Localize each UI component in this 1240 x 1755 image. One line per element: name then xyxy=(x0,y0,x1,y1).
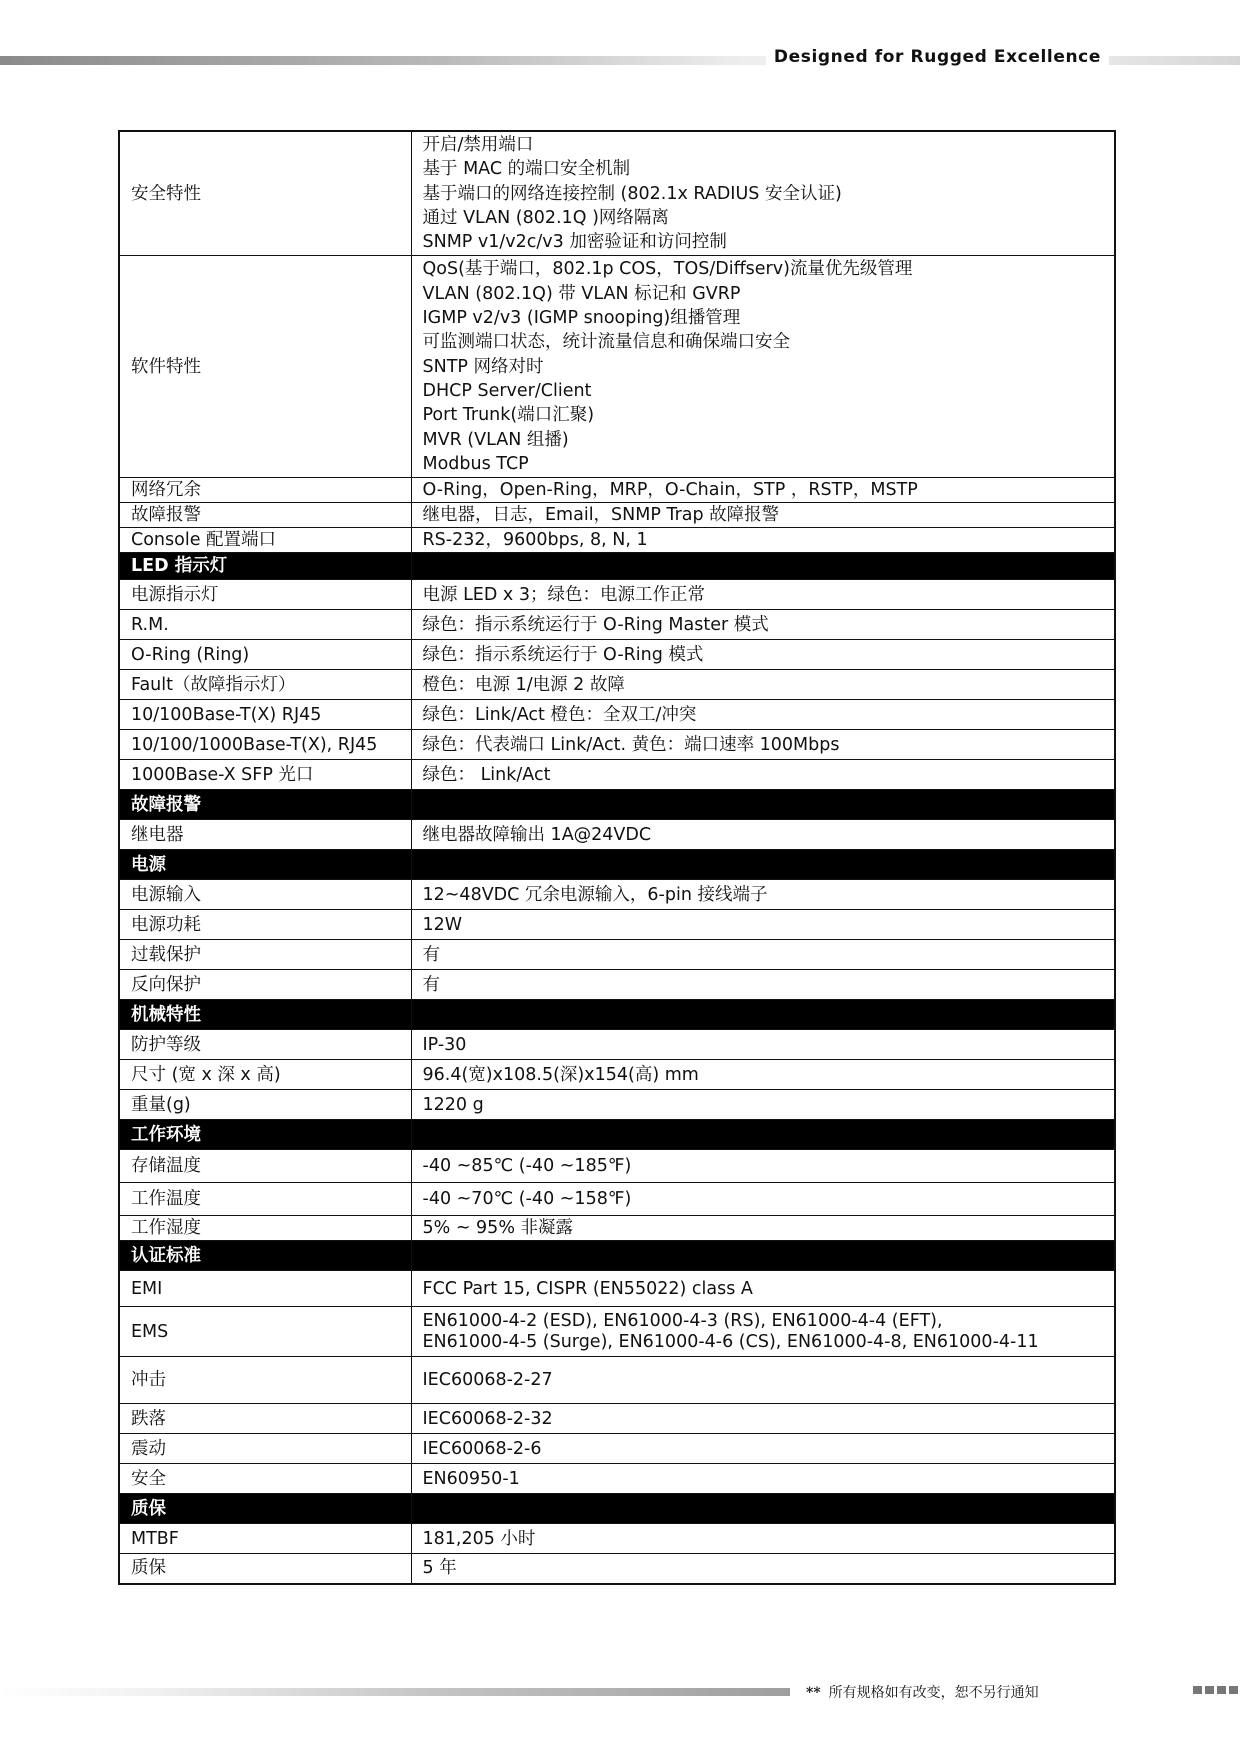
spec-row xyxy=(119,131,1115,256)
spec-row xyxy=(119,700,1115,730)
page-mark xyxy=(1229,1686,1238,1694)
spec-label: Fault（故障指示灯） xyxy=(119,670,411,700)
spec-label: 过载保护 xyxy=(119,940,411,970)
page-mark xyxy=(1205,1686,1214,1694)
spec-value: 橙色：电源 1/电源 2 故障 xyxy=(411,670,1115,700)
spec-line: EN61000-4-2 (ESD), EN61000-4-3 (RS), EN61000-4-4 (EFT), xyxy=(422,1310,943,1331)
spec-row xyxy=(119,730,1115,760)
spec-line: QoS(基于端口，802.1p COS，TOS/Diffserv)流量优先级管理 xyxy=(422,259,913,280)
spec-label: 软件特性 xyxy=(119,256,411,478)
spec-row xyxy=(119,1183,1115,1216)
spec-label: 继电器 xyxy=(119,820,411,850)
spec-value: 绿色：指示系统运行于 O-Ring 模式 xyxy=(411,640,1115,670)
section-header-led xyxy=(119,553,1115,580)
spec-row xyxy=(119,760,1115,790)
spec-label: 1000Base-X SFP 光口 xyxy=(119,760,411,790)
section-header-warranty xyxy=(119,1494,1115,1524)
spec-value: 5% ~ 95% 非凝露 xyxy=(411,1216,1115,1241)
spec-row xyxy=(119,528,1115,553)
spec-value: 绿色：代表端口 Link/Act. 黄色：端口速率 100Mbps xyxy=(411,730,1115,760)
spec-value: IEC60068-2-32 xyxy=(411,1404,1115,1434)
spec-label: 存储温度 xyxy=(119,1150,411,1183)
spec-line: IGMP v2/v3 (IGMP snooping)组播管理 xyxy=(422,308,741,329)
spec-value: 1220 g xyxy=(411,1090,1115,1120)
spec-label: 工作温度 xyxy=(119,1183,411,1216)
section-header-certification xyxy=(119,1241,1115,1271)
footer-note-text: 所有规格如有改变，恕不另行通知 xyxy=(828,1685,1039,1701)
footer-note xyxy=(806,1682,1039,1702)
spec-value: 绿色：Link/Act 橙色：全双工/冲突 xyxy=(411,700,1115,730)
spec-value xyxy=(411,131,1115,256)
spec-value: -40 ~70℃ (-40 ~158℉) xyxy=(411,1183,1115,1216)
page-mark xyxy=(1217,1686,1226,1694)
spec-label: 质保 xyxy=(119,1554,411,1584)
spec-value xyxy=(411,256,1115,478)
page-corner-marks xyxy=(1193,1686,1238,1694)
spec-value: EN60950-1 xyxy=(411,1464,1115,1494)
spec-value xyxy=(411,1307,1115,1357)
section-title: 机械特性 xyxy=(119,1000,411,1030)
spec-label: 反向保护 xyxy=(119,970,411,1000)
spec-label: 网络冗余 xyxy=(119,478,411,503)
spec-label: 重量(g) xyxy=(119,1090,411,1120)
footer-note-marker: ** xyxy=(806,1685,821,1701)
spec-row xyxy=(119,670,1115,700)
spec-label: 电源功耗 xyxy=(119,910,411,940)
spec-label: O-Ring (Ring) xyxy=(119,640,411,670)
spec-row xyxy=(119,1464,1115,1494)
spec-label: MTBF xyxy=(119,1524,411,1554)
spec-line: 通过 VLAN (802.1Q )网络隔离 xyxy=(422,207,669,228)
spec-row xyxy=(119,1357,1115,1404)
spec-row xyxy=(119,1434,1115,1464)
spec-line: EN61000-4-5 (Surge), EN61000-4-6 (CS), EN61000-4-8, EN61000-4-11 xyxy=(422,1331,1039,1352)
spec-table xyxy=(118,130,1116,1585)
spec-line: DHCP Server/Client xyxy=(422,380,592,401)
spec-label: EMI xyxy=(119,1271,411,1307)
section-title: 工作环境 xyxy=(119,1120,411,1150)
spec-label: 故障报警 xyxy=(119,503,411,528)
spec-label: 安全特性 xyxy=(119,131,411,256)
section-header-fault-alarm xyxy=(119,790,1115,820)
spec-label: 工作湿度 xyxy=(119,1216,411,1241)
spec-value: -40 ~85℃ (-40 ~185℉) xyxy=(411,1150,1115,1183)
spec-value: 绿色： Link/Act xyxy=(411,760,1115,790)
spec-row xyxy=(119,940,1115,970)
spec-label: 冲击 xyxy=(119,1357,411,1404)
section-title: 电源 xyxy=(119,850,411,880)
spec-value: 12~48VDC 冗余电源输入，6-pin 接线端子 xyxy=(411,880,1115,910)
spec-label: Console 配置端口 xyxy=(119,528,411,553)
spec-row xyxy=(119,1090,1115,1120)
spec-row xyxy=(119,1271,1115,1307)
spec-value: RS-232，9600bps, 8, N, 1 xyxy=(411,528,1115,553)
spec-label: R.M. xyxy=(119,610,411,640)
spec-value: FCC Part 15, CISPR (EN55022) class A xyxy=(411,1271,1115,1307)
spec-row xyxy=(119,1404,1115,1434)
spec-row xyxy=(119,1150,1115,1183)
section-header-mechanical xyxy=(119,1000,1115,1030)
spec-value: 有 xyxy=(411,970,1115,1000)
section-header-environment xyxy=(119,1120,1115,1150)
spec-value: IEC60068-2-6 xyxy=(411,1434,1115,1464)
page-mark xyxy=(1193,1686,1202,1694)
spec-line: 可监测端口状态，统计流量信息和确保端口安全 xyxy=(422,332,790,353)
spec-line: Modbus TCP xyxy=(422,453,529,474)
section-title: 认证标准 xyxy=(119,1241,411,1271)
spec-value: 181,205 小时 xyxy=(411,1524,1115,1554)
spec-row xyxy=(119,640,1115,670)
spec-value: O-Ring，Open-Ring，MRP，O-Chain，STP ，RSTP，MSTP xyxy=(411,478,1115,503)
section-title: 质保 xyxy=(119,1494,411,1524)
spec-label: 电源输入 xyxy=(119,880,411,910)
spec-row xyxy=(119,1554,1115,1584)
spec-value: 电源 LED x 3；绿色：电源工作正常 xyxy=(411,580,1115,610)
spec-label: 跌落 xyxy=(119,1404,411,1434)
spec-label: 震动 xyxy=(119,1434,411,1464)
spec-row xyxy=(119,503,1115,528)
spec-row xyxy=(119,910,1115,940)
spec-value: 继电器，日志，Email，SNMP Trap 故障报警 xyxy=(411,503,1115,528)
spec-label: 防护等级 xyxy=(119,1030,411,1060)
spec-label: 尺寸 (宽 x 深 x 高) xyxy=(119,1060,411,1090)
spec-line: VLAN (802.1Q) 带 VLAN 标记和 GVRP xyxy=(422,283,741,304)
spec-line: SNTP 网络对时 xyxy=(422,356,544,377)
spec-value: 有 xyxy=(411,940,1115,970)
spec-row xyxy=(119,580,1115,610)
spec-label: 10/100Base-T(X) RJ45 xyxy=(119,700,411,730)
spec-value: 绿色：指示系统运行于 O-Ring Master 模式 xyxy=(411,610,1115,640)
spec-value: 96.4(宽)x108.5(深)x154(高) mm xyxy=(411,1060,1115,1090)
spec-value: IP-30 xyxy=(411,1030,1115,1060)
spec-row xyxy=(119,1524,1115,1554)
section-header-power xyxy=(119,850,1115,880)
spec-row xyxy=(119,1030,1115,1060)
section-title: LED 指示灯 xyxy=(119,553,411,580)
spec-value: IEC60068-2-27 xyxy=(411,1357,1115,1404)
spec-row xyxy=(119,820,1115,850)
spec-row xyxy=(119,1060,1115,1090)
spec-line: 开启/禁用端口 xyxy=(422,135,534,155)
spec-value: 继电器故障输出 1A@24VDC xyxy=(411,820,1115,850)
spec-row xyxy=(119,1216,1115,1241)
spec-value: 12W xyxy=(411,910,1115,940)
spec-line: Port Trunk(端口汇聚) xyxy=(422,405,595,426)
spec-label: 电源指示灯 xyxy=(119,580,411,610)
spec-line: MVR (VLAN 组播) xyxy=(422,429,569,450)
spec-row xyxy=(119,478,1115,503)
section-title: 故障报警 xyxy=(119,790,411,820)
spec-row xyxy=(119,610,1115,640)
spec-line: 基于端口的网络连接控制 (802.1x RADIUS 安全认证) xyxy=(422,183,842,204)
footer-gradient-bar xyxy=(0,1688,790,1696)
spec-label: 10/100/1000Base-T(X), RJ45 xyxy=(119,730,411,760)
spec-label: EMS xyxy=(119,1307,411,1357)
spec-line: SNMP v1/v2c/v3 加密验证和访问控制 xyxy=(422,232,727,253)
spec-value: 5 年 xyxy=(411,1554,1115,1584)
spec-line: 基于 MAC 的端口安全机制 xyxy=(422,159,631,180)
header-tagline: Designed for Rugged Excellence xyxy=(766,47,1109,67)
spec-label: 安全 xyxy=(119,1464,411,1494)
spec-row xyxy=(119,256,1115,478)
spec-row xyxy=(119,880,1115,910)
spec-row xyxy=(119,970,1115,1000)
spec-row xyxy=(119,1307,1115,1357)
